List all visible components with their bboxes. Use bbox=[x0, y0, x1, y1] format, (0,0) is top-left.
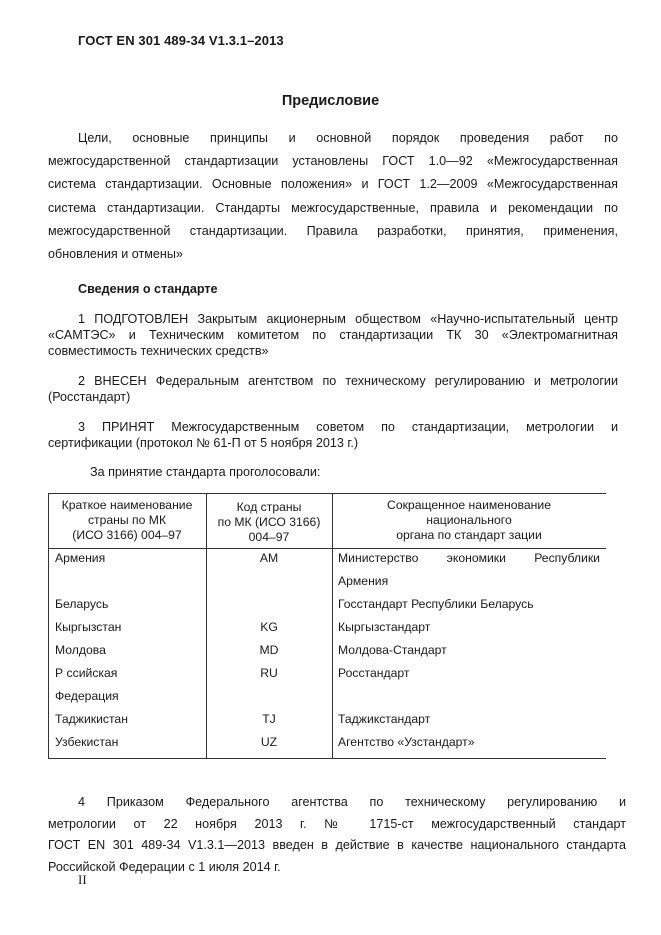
cell-code: UZ bbox=[260, 735, 278, 749]
header-line: по МК (ИСО 3166) bbox=[217, 515, 321, 529]
item-line: 1 ПОДГОТОВЛЕН Закрытым акционерным обществом «Научно-испытательный центр bbox=[78, 312, 618, 326]
header-line: органа по стандарт зации bbox=[396, 528, 542, 542]
cell-organization: Госстандарт Республики Беларусь bbox=[338, 597, 534, 611]
header-line: (ИСО 3166) 004–97 bbox=[72, 528, 182, 542]
cell-organization: Таджикстандарт bbox=[338, 712, 431, 726]
cell-organization: Кыргызстандарт bbox=[338, 620, 431, 634]
section-heading: Сведения о стандарте bbox=[78, 282, 218, 296]
item-line: (Росстандарт) bbox=[48, 390, 131, 404]
intro-paragraph bbox=[48, 127, 618, 266]
table-row bbox=[48, 662, 606, 685]
header-line: 004–97 bbox=[248, 530, 290, 544]
column-header-organization bbox=[332, 498, 606, 543]
table-row bbox=[48, 547, 606, 570]
intro-line: система стандартизации. Основные положения» и ГОСТ 1.2—2009 «Межгосударственная bbox=[48, 177, 618, 192]
intro-line: обновления и отмены» bbox=[48, 246, 183, 261]
item-1-paragraph bbox=[48, 311, 618, 359]
cell-organization: Министерство экономики Республики bbox=[338, 551, 600, 565]
cell-country: Р ссийская bbox=[55, 666, 118, 680]
intro-line: Цели, основные принципы и основной порядок проведения работ по bbox=[78, 131, 618, 145]
column-header-code bbox=[206, 500, 332, 545]
cell-country: Федерация bbox=[55, 689, 119, 703]
page-number: II bbox=[78, 872, 87, 887]
item-4-paragraph bbox=[48, 792, 626, 878]
cell-organization: Армения bbox=[338, 574, 389, 588]
item-line: 3 ПРИНЯТ Межгосударственным советом по стандартизации, метрологии и bbox=[78, 420, 618, 434]
table-row bbox=[48, 570, 606, 593]
item-line: ГОСТ EN 301 489-34 V1.3.1—2013 введен в действие в качестве национального стандарта bbox=[48, 838, 626, 852]
cell-code: MD bbox=[259, 643, 279, 657]
header-line: Код страны bbox=[236, 500, 302, 514]
cell-code: AM bbox=[259, 551, 279, 565]
table-row bbox=[48, 708, 606, 731]
cell-organization: Росстандарт bbox=[338, 666, 410, 680]
voted-caption: За принятие стандарта проголосовали: bbox=[90, 465, 321, 479]
header-line: национального bbox=[426, 513, 512, 527]
intro-line: межгосударственной стандартизации. Правила разработки, принятия, применения, bbox=[48, 223, 618, 238]
cell-country: Узбекистан bbox=[55, 735, 119, 749]
item-line: сертификации (протокол № 61-П от 5 ноября 2013 г.) bbox=[48, 436, 359, 450]
item-2-paragraph bbox=[48, 373, 618, 405]
item-line: Российской Федерации с 1 июля 2014 г. bbox=[48, 859, 281, 874]
item-line: 2 ВНЕСЕН Федеральным агентством по техническому регулированию и метрологии bbox=[78, 374, 618, 388]
table-row bbox=[48, 731, 606, 754]
item-3-paragraph bbox=[48, 419, 618, 451]
column-header-country bbox=[48, 498, 206, 543]
item-line: «САМТЭС» и Техническим комитетом по стандартизации ТК 30 «Электромагнитная bbox=[48, 328, 618, 342]
item-line: совместимость технических средств» bbox=[48, 344, 269, 358]
cell-code: KG bbox=[260, 620, 278, 634]
intro-line: система стандартизации. Стандарты межгосударственные, правила и рекомендации по bbox=[48, 200, 618, 215]
intro-line: межгосударственной стандартизации установлены ГОСТ 1.0—92 «Межгосударственная bbox=[48, 154, 618, 169]
cell-organization: Агентство «Узстандарт» bbox=[338, 735, 475, 749]
cell-code: TJ bbox=[262, 712, 276, 726]
voting-countries-table bbox=[48, 493, 606, 759]
document-code-header: ГОСТ EN 301 489-34 V1.3.1–2013 bbox=[78, 33, 284, 48]
table-row bbox=[48, 685, 606, 708]
cell-code: RU bbox=[260, 666, 278, 680]
item-line: 4 Приказом Федерального агентства по техническому регулированию и bbox=[78, 795, 626, 809]
page-title: Предисловие bbox=[281, 93, 380, 109]
cell-organization: Молдова-Стандарт bbox=[338, 643, 447, 657]
cell-country: Таджикистан bbox=[55, 712, 128, 726]
cell-country: Молдова bbox=[55, 643, 106, 657]
item-line: метрологии от 22 ноября 2013 г. № 1715-ст межгосударственный стандарт bbox=[48, 816, 626, 831]
cell-country: Беларусь bbox=[55, 597, 109, 611]
cell-country: Армения bbox=[55, 551, 106, 565]
table-border-top bbox=[48, 493, 606, 494]
table-row bbox=[48, 639, 606, 662]
header-line: Сокращенное наименование bbox=[387, 498, 551, 512]
table-row bbox=[48, 593, 606, 616]
cell-country: Кыргызстан bbox=[55, 620, 122, 634]
header-line: Краткое наименование bbox=[61, 498, 193, 512]
table-row bbox=[48, 616, 606, 639]
header-line: страны по МК bbox=[87, 513, 167, 527]
table-border-bottom bbox=[48, 758, 606, 759]
